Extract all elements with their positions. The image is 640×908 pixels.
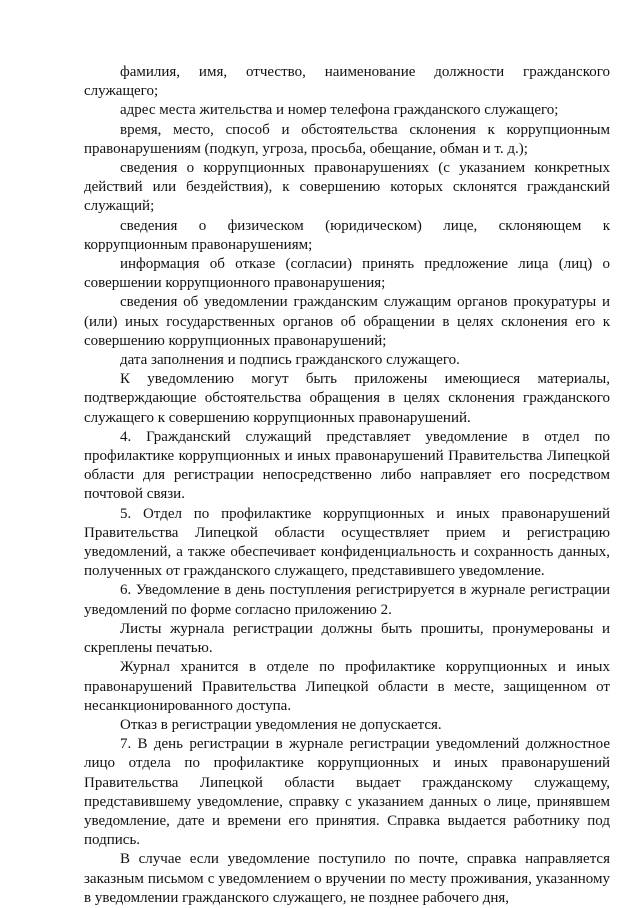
paragraph-9: К уведомлению могут быть приложены имеющиеся материалы, подтверждающие обстоятельства обращения в целях склонения гражданского служащего к совершению коррупционных правонарушений. xyxy=(84,371,610,426)
paragraph-4: сведения о коррупционных правонарушениях (с указанием конкретных действий или бездействия), к совершению которых склонятся гражданский служащий; xyxy=(84,160,610,215)
paragraph-12: 6. Уведомление в день поступления регистрируется в журнале регистрации уведомлений по форме согласно приложению 2. xyxy=(84,582,610,618)
paragraph-1: фамилия, имя, отчество, наименование должности гражданского служащего; xyxy=(84,64,610,100)
paragraph-10: 4. Гражданский служащий представляет уведомление в отдел по профилактике коррупционных и иных правонарушений Правительства Липецкой области для регистрации непосредственно либо направляет его посредством почтовой связи. xyxy=(84,428,610,503)
paragraph-11: 5. Отдел по профилактике коррупционных и иных правонарушений Правительства Липецкой области осуществляет прием и регистрацию уведомлений, а также обеспечивает конфиденциальность и сохранность данных, полученных от гражданского служащего, представившего уведомление. xyxy=(84,505,610,580)
paragraph-7: сведения об уведомлении гражданским служащим органов прокуратуры и (или) иных государственных органов об обращении в целях склонения его к совершению коррупционных правонарушений; xyxy=(84,294,610,349)
document-page xyxy=(84,63,610,908)
paragraph-8: дата заполнения и подпись гражданского служащего. xyxy=(120,352,460,369)
paragraph-14: Журнал хранится в отделе по профилактике коррупционных и иных правонарушений Правительства Липецкой области в месте, защищенном от несанкционированного доступа. xyxy=(84,659,610,714)
paragraph-15: Отказ в регистрации уведомления не допускается. xyxy=(120,716,442,733)
paragraph-2: адрес места жительства и номер телефона гражданского служащего; xyxy=(120,102,559,119)
paragraph-3: время, место, способ и обстоятельства склонения к коррупционным правонарушениям (подкуп, угроза, просьба, обещание, обман и т. д.); xyxy=(84,121,610,157)
paragraph-5: сведения о физическом (юридическом) лице, склоняющем к коррупционным правонарушениям; xyxy=(84,217,610,253)
paragraph-17: В случае если уведомление поступило по почте, справка направляется заказным письмом с уведомлением о вручении по месту проживания, указанному в уведомлении гражданского служащего, не позднее рабочего дня, xyxy=(84,851,610,906)
paragraph-13: Листы журнала регистрации должны быть прошиты, пронумерованы и скреплены печатью. xyxy=(84,620,610,657)
paragraph-6: информация об отказе (согласии) принять предложение лица (лиц) о совершении коррупционного правонарушения; xyxy=(84,256,610,292)
paragraph-16: 7. В день регистрации в журнале регистрации уведомлений должностное лицо отдела по профилактике коррупционных и иных правонарушений Правительства Липецкой области выдает гражданскому служащему, представившему уведомление, справку с указанием данных о лице, принявшем уведомление, дате и времени его принятия. Справка выдается работнику под подпись. xyxy=(84,736,610,849)
